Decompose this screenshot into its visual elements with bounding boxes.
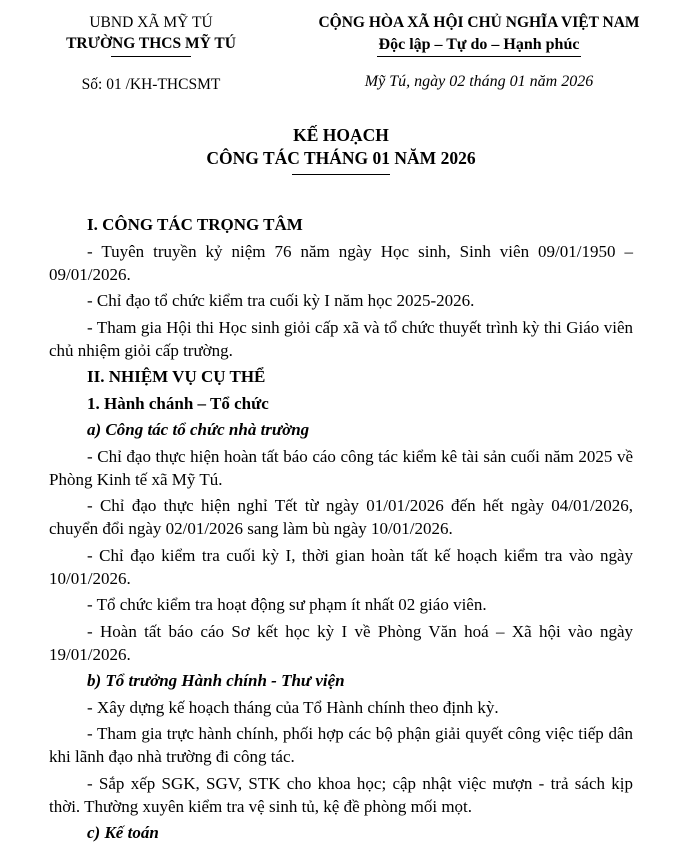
paragraph: - Chỉ đạo thực hiện nghỉ Tết từ ngày 01/01/2026 đến hết ngày 04/01/2026, chuyển đổi ngày 02/01/2026 sang làm bù ngày 10/01/2026. [49, 496, 633, 538]
national-title: CỘNG HÒA XÃ HỘI CHỦ NGHĨA VIỆT NAM [318, 14, 640, 31]
national-header-block [298, 12, 660, 95]
parent-org-name: UBND XÃ MỸ TÚ [89, 14, 213, 31]
paragraph: - Chỉ đạo kiểm tra cuối kỳ I, thời gian hoàn tất kế hoạch kiểm tra vào ngày 10/01/2026. [49, 545, 633, 588]
document-body [49, 213, 633, 844]
title-line-1: KẾ HOẠCH [293, 125, 389, 145]
section-heading: I. CÔNG TÁC TRỌNG TÂM [87, 215, 303, 234]
issuing-org-block [40, 12, 262, 95]
sub-section-heading: 1. Hành chánh – Tổ chức [87, 393, 269, 413]
paragraph: - Tham gia Hội thi Học sinh giỏi cấp xã và tổ chức thuyết trình kỳ thi Giáo viên chủ nhiệm giỏi cấp trường. [49, 317, 633, 360]
school-name: TRƯỜNG THCS MỸ TÚ [66, 35, 236, 52]
item-heading: a) Công tác tổ chức nhà trường [87, 420, 310, 439]
place-and-date: Mỹ Tú, ngày 02 tháng 01 năm 2026 [364, 73, 594, 90]
paragraph: - Sắp xếp SGK, SGV, STK cho khoa học; cập nhật việc mượn - trả sách kịp thời. Thường xuyên kiểm tra vệ sinh tủ, kệ đề phòng mối mọt. [49, 773, 633, 816]
paragraph: - Xây dựng kế hoạch tháng của Tổ Hành chính theo định kỳ. [87, 697, 499, 717]
title-underline [292, 174, 390, 175]
paragraph: - Chỉ đạo thực hiện hoàn tất báo cáo công tác kiểm kê tài sản cuối năm 2025 về Phòng Kinh tế xã Mỹ Tú. [49, 446, 633, 489]
national-motto: Độc lập – Tự do – Hạnh phúc [377, 34, 582, 57]
item-heading: b) Tổ trưởng Hành chính - Thư viện [87, 671, 345, 690]
item-heading: c) Kế toán [87, 823, 159, 842]
section-heading: II. NHIỆM VỤ CỤ THỂ [87, 367, 266, 386]
document-header [0, 0, 682, 95]
document-title [0, 124, 682, 175]
paragraph: - Chỉ đạo tổ chức kiểm tra cuối kỳ I năm học 2025-2026. [87, 291, 475, 310]
paragraph: - Tuyên truyền kỷ niệm 76 năm ngày Học sinh, Sinh viên 09/01/1950 – 09/01/2026. [49, 241, 633, 284]
paragraph: - Tổ chức kiểm tra hoạt động sư phạm ít nhất 02 giáo viên. [87, 595, 487, 614]
paragraph: - Hoàn tất báo cáo Sơ kết học kỳ I về Phòng Văn hoá – Xã hội vào ngày 19/01/2026. [49, 621, 633, 664]
document-number: Số: 01 /KH-THCSMT [81, 76, 221, 93]
paragraph: - Tham gia trực hành chính, phối hợp các bộ phận giải quyết công việc tiếp dân khi lãnh đạo nhà trường đi công tác. [49, 724, 633, 766]
title-line-2: CÔNG TÁC THÁNG 01 NĂM 2026 [206, 148, 476, 168]
org-name-underline [111, 56, 191, 57]
